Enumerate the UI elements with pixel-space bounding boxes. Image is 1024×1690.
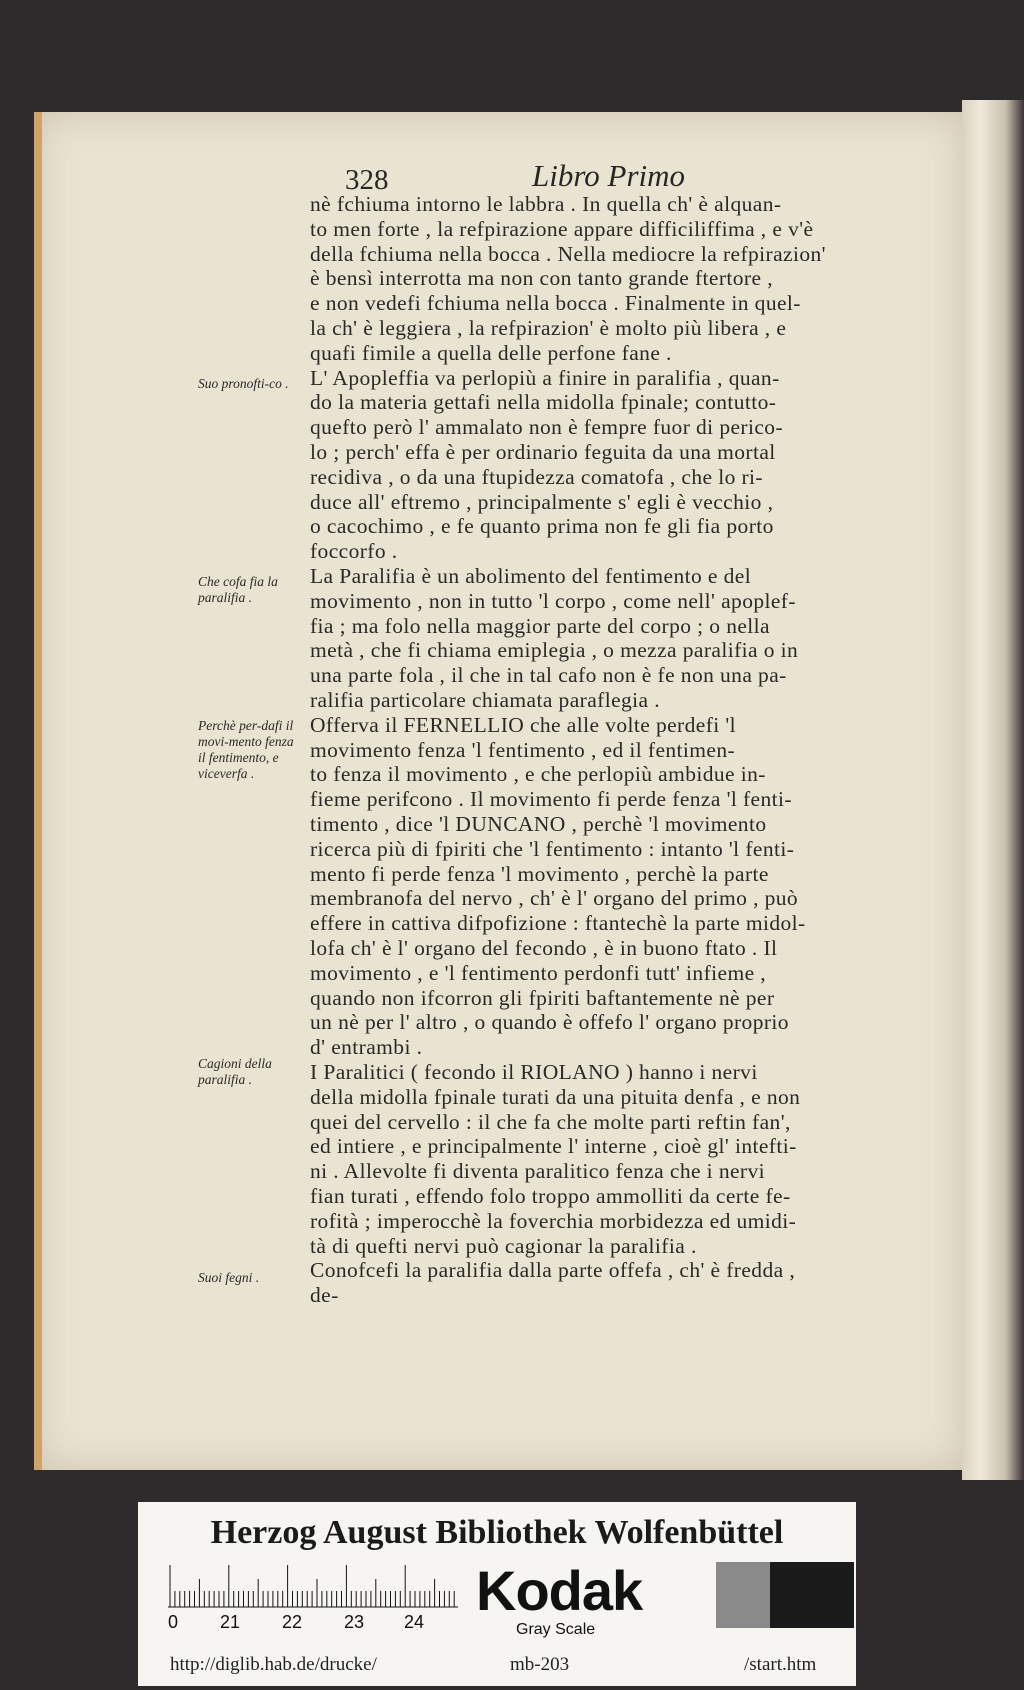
text-line: recidiva , o da una ftupidezza comatofa , che lo ri- (310, 464, 763, 489)
text-line: della fchiuma nella bocca . Nella mediocre la refpirazion' (310, 241, 826, 266)
ruler-number: 23 (344, 1612, 365, 1632)
text-line: quafi fimile a quella delle perfone fane . (310, 340, 672, 365)
url-mid: mb-203 (510, 1654, 570, 1675)
margin-note: Suoi fegni . (198, 1270, 260, 1285)
text-line: quando non ifcorron gli fpiriti baftantemente nè per (310, 985, 775, 1010)
running-title: Libro Primo (532, 158, 686, 193)
gray-scale-label: Gray Scale (516, 1621, 596, 1638)
text-line: fia ; ma folo nella maggior parte del corpo ; o nella (310, 613, 770, 638)
ruler-number: 0 (168, 1612, 179, 1632)
scan-color-bar (138, 1502, 856, 1686)
margin-note: Suo pronofti-co . (198, 376, 289, 391)
text-line: do la materia gettafi nella midolla fpinale; contutto- (310, 390, 777, 415)
text-line: movimento , non in tutto 'l corpo , come nell' apoplef- (310, 588, 796, 613)
page-stack-edge (962, 100, 1024, 1480)
page-number: 328 (345, 164, 389, 196)
text-line: ed intiere , e principalmente l' interne , cioè gl' intefti- (310, 1134, 797, 1159)
text-line: de- (310, 1283, 339, 1308)
text-line: timento , dice 'l DUNCANO , perchè 'l movimento (310, 812, 767, 836)
text-line: movimento fenza 'l fentimento , ed il fentimen- (310, 737, 736, 762)
margin-note: Che cofa fia la paralifia . (198, 574, 278, 605)
text-line: è bensì interrotta ma non con tanto grande ftertore , (310, 266, 773, 291)
url-right: /start.htm (744, 1654, 817, 1675)
gray-swatch (716, 1562, 770, 1628)
text-line: ni . Allevolte fi diventa paralitico fenza che i nervi (310, 1159, 766, 1184)
text-line: Conofcefi la paralifia dalla parte offefa , ch' è fredda , (310, 1258, 796, 1283)
text-line: nè fchiuma intorno le labbra . In quella ch' è alquan- (310, 192, 782, 216)
text-line: quei del cervello : il che fa che molte parti reftin fan', (310, 1109, 791, 1134)
margin-note: Perchè per-dafi il movi-mento fenza il fentimento, e viceverfa . (198, 718, 294, 781)
black-swatch (770, 1562, 854, 1628)
text-line: membranofa del nervo , ch' è l' organo del primo , può (310, 886, 799, 911)
margin-note: Cagioni della paralifia . (198, 1056, 272, 1087)
text-line: lofa ch' è l' organo del fecondo , è in buono ftato . Il (310, 936, 778, 960)
text-line: o cacochimo , e fe quanto prima non fe gli fia porto (310, 514, 774, 539)
text-line: I Paralitici ( fecondo il RIOLANO ) hanno i nervi (310, 1060, 758, 1084)
text-line: della midolla fpinale turati da una pituita denfa , e non (310, 1084, 801, 1109)
text-line: lo ; perch' effa è per ordinario feguita da una mortal (310, 440, 776, 464)
text-line: Offerva il FERNELLIO che alle volte perdefi 'l (310, 712, 737, 737)
text-line: la ch' è leggiera , la refpirazion' è molto più libera , e (310, 316, 787, 340)
ruler-graphic (168, 1564, 458, 1608)
text-line: quefto però l' ammalato non è fempre fuor di perico- (310, 415, 784, 440)
ruler-number: 21 (220, 1612, 241, 1632)
ruler-numbers (168, 1612, 458, 1636)
text-line: movimento , e 'l fentimento perdonfi tutt' infieme , (310, 960, 767, 985)
text-line: e non vedefi fchiuma nella bocca . Finalmente in quel- (310, 291, 801, 316)
text-line: fian turati , effendo folo troppo ammolliti da certe fe- (310, 1184, 791, 1208)
text-line: mento fi perde fenza 'l movimento , perchè la parte (310, 861, 769, 886)
kodak-logo: Kodak (476, 1559, 643, 1622)
text-line: metà , che fi chiama emiplegia , o mezza paralifia o in (310, 638, 799, 663)
text-line: rofità ; imperocchè la foverchia morbidezza ed umidi- (310, 1208, 797, 1233)
text-line: to men forte , la refpirazione appare difficiliffima , e v'è (310, 216, 814, 241)
text-line: effere in cattiva difpofizione : ftantechè la parte midol- (310, 911, 806, 936)
text-line: fieme perifcono . Il movimento fi perde fenza 'l fenti- (310, 787, 792, 812)
text-line: un nè per l' altro , o quando è offefo l' organo proprio (310, 1010, 789, 1035)
ruler-number: 24 (404, 1612, 425, 1632)
text-line: d' entrambi . (310, 1035, 423, 1060)
text-line: tà di quefti nervi può cagionar la paralifia . (310, 1233, 697, 1258)
text-line: duce all' eftremo , principalmente s' egli è vecchio , (310, 489, 774, 514)
text-line: ralifia particolare chiamata paraflegia . (310, 688, 661, 712)
text-line: una parte fola , il che in tal cafo non è fe non una pa- (310, 663, 787, 688)
text-line: La Paralifia è un abolimento del fentimento e del (310, 564, 752, 588)
library-title: Herzog August Bibliothek Wolfenbüttel (210, 1514, 784, 1551)
text-line: L' Apopleffia va perlopiù a finire in paralifia , quan- (310, 365, 780, 390)
url-left: http://diglib.hab.de/drucke/ (170, 1654, 377, 1675)
page-left-edge (34, 112, 42, 1470)
ruler-number: 22 (282, 1612, 303, 1632)
text-line: foccorfo . (310, 539, 398, 564)
text-line: to fenza il movimento , e che perlopiù ambidue in- (310, 762, 766, 787)
text-line: ricerca più di fpiriti che 'l fentimento : intanto 'l fenti- (310, 836, 795, 861)
